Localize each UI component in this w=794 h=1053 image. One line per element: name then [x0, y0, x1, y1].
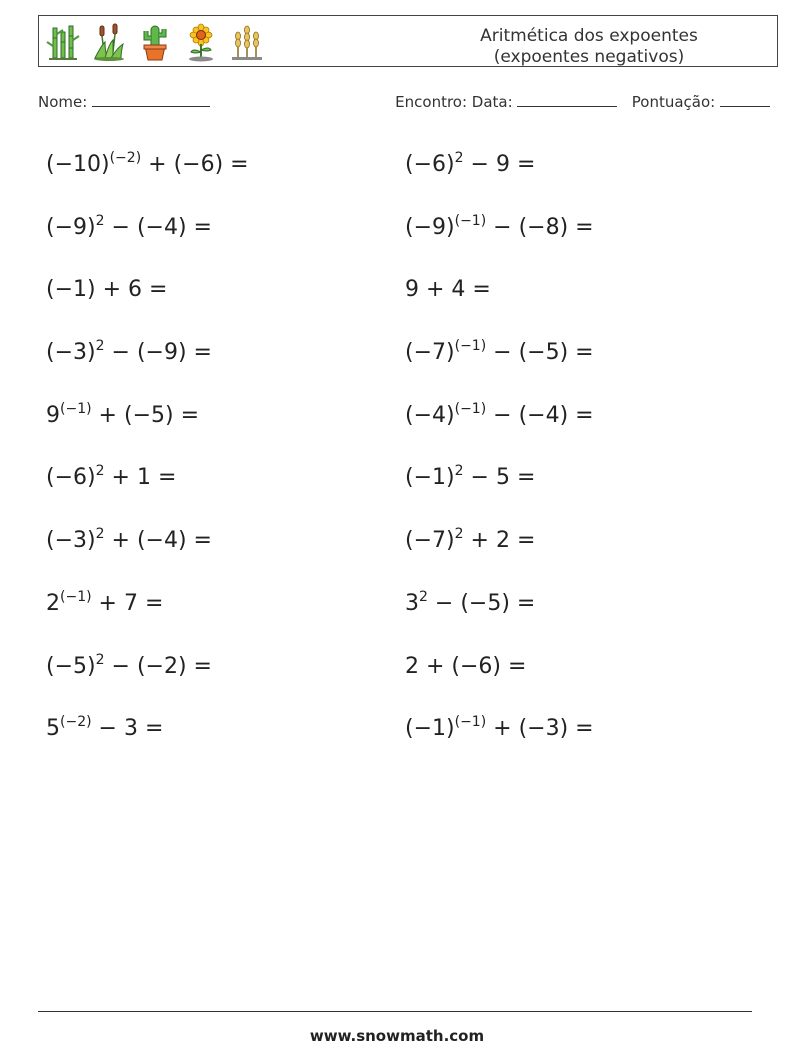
problem-right-9: 2 + (−6) =: [405, 653, 527, 679]
date-score-fields: [395, 93, 770, 111]
problem-right-7: $(-7)^2 + 2$ =: [405, 526, 536, 554]
problem-right-6: $(-1)^2 - 5$ =: [405, 463, 536, 491]
problem-row: [46, 333, 746, 396]
encounter-date-label: Encontro: Data:: [395, 93, 513, 111]
worksheet-title: Aritmética dos expoentes (expoentes negativos): [480, 26, 698, 67]
problem-row: [46, 458, 746, 521]
problem-left-1: $(-10)^{(-2)} + (-6)$ =: [46, 150, 249, 177]
problem-left-9: $(-5)^2 - (-2)$ =: [46, 651, 212, 679]
problem-right-10: $(-1)^{(-1)} + (-3)$ =: [405, 714, 594, 742]
score-blank[interactable]: [720, 94, 770, 107]
footer-divider: [38, 1011, 752, 1012]
problem-left-3: (−1) + 6 =: [46, 277, 168, 303]
header-icons: [45, 22, 265, 62]
problem-row: [46, 270, 746, 333]
footer-url: www.snowmath.com: [309, 1027, 485, 1045]
sunflower-icon: [183, 22, 219, 62]
problem-right-4: $(-7)^{(-1)} - (-5)$ =: [405, 338, 594, 366]
problem-list: [46, 145, 746, 772]
name-label: Nome:: [38, 93, 88, 111]
name-field: [38, 93, 210, 111]
problem-row: [46, 584, 746, 647]
cattail-plant-icon: [91, 22, 127, 62]
problem-row: [46, 647, 746, 710]
name-blank[interactable]: [92, 94, 210, 107]
problem-row: [46, 709, 746, 772]
problem-left-7: $(-3)^2 + (-4)$ =: [46, 526, 212, 554]
problem-row: [46, 208, 746, 271]
cactus-pot-icon: [137, 22, 173, 62]
problem-left-2: $(-9)^2 - (-4)$ =: [46, 212, 212, 240]
problem-right-1: $(-6)^2 - 9$ =: [405, 150, 536, 177]
bamboo-icon: [45, 22, 81, 62]
problem-left-6: $(-6)^2 + 1$ =: [46, 463, 177, 491]
problem-right-8: $3^2 - (-5)$ =: [405, 588, 536, 616]
problem-row: [46, 396, 746, 459]
problem-row: [46, 145, 746, 208]
problem-left-8: $2^{(-1)} + 7$ =: [46, 588, 164, 616]
problem-right-2: $(-9)^{(-1)} - (-8)$ =: [405, 212, 594, 240]
problem-row: [46, 521, 746, 584]
problem-right-5: $(-4)^{(-1)} - (-4)$ =: [405, 400, 594, 428]
problem-left-5: $9^{(-1)} + (-5)$ =: [46, 400, 200, 428]
worksheet-header: [38, 15, 778, 67]
problem-left-10: $5^{(-2)} - 3$ =: [46, 714, 164, 742]
problem-right-3: 9 + 4 =: [405, 277, 491, 303]
problem-left-4: $(-3)^2 - (-9)$ =: [46, 338, 212, 366]
score-label: Pontuação:: [631, 93, 716, 111]
wheat-icon: [229, 22, 265, 62]
date-blank[interactable]: [517, 94, 617, 107]
